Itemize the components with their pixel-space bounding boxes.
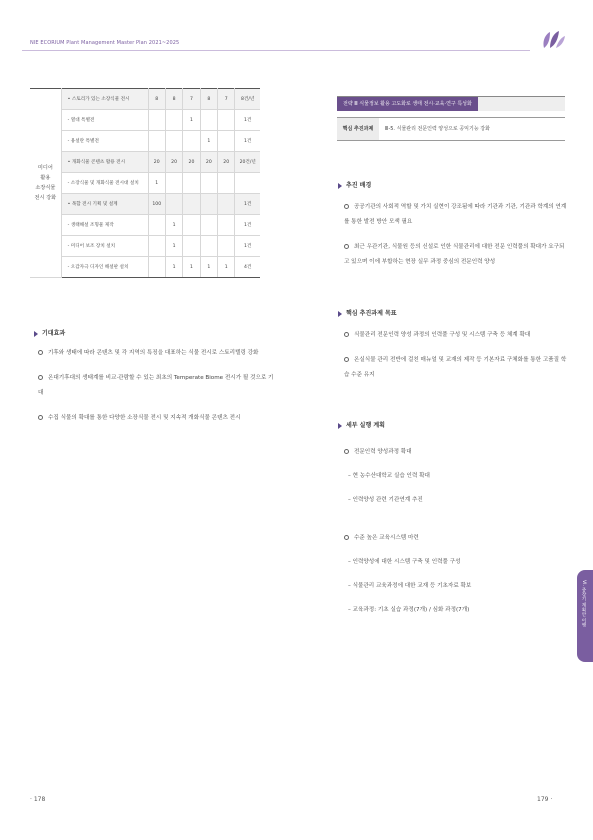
strategy-tag: 전략 Ⅲ 식물정보 활용 고도화로 생태 전시·교육·연구 특성화 [337, 97, 478, 111]
table-row [30, 194, 260, 215]
triangle-bullet-icon [338, 183, 342, 189]
page-number-left: · 178 [30, 796, 46, 803]
table-row [30, 110, 260, 131]
list-item: 온실식물 관리 전반에 걸친 매뉴얼 및 교재의 제작 등 기본자료 구체화를 통한 고품질 학습 수준 유지 [344, 357, 567, 378]
year-value-cell: 7 [183, 89, 200, 110]
year-value-cell [183, 194, 200, 215]
activity-cell: • 스토리가 있는 소장식물 전시 [61, 89, 148, 110]
list-item: 수집 식물의 확대를 통한 다양한 소장식물 전시 및 지속적 개화식물 콘텐츠 전시 [38, 411, 274, 426]
year-value-cell: 8 [165, 89, 182, 110]
activity-cell: - 열대 특별전 [61, 110, 148, 131]
year-value-cell [200, 110, 217, 131]
total-cell [235, 173, 260, 194]
year-value-cell: 1 [165, 215, 182, 236]
core-task-text: Ⅲ-5. 식물관리 전문인력 양성으로 공익기능 강화 [385, 126, 490, 132]
year-value-cell: 7 [218, 89, 235, 110]
year-value-cell [200, 236, 217, 257]
year-value-cell [200, 215, 217, 236]
list-item: – 인력양성에 대한 시스템 구축 및 인력풀 구성 [348, 559, 461, 565]
chapter-side-tab-label: VI. 중장기 계획안 이행 [581, 580, 586, 628]
category-line: 소장식물 [35, 185, 56, 191]
year-value-cell: 20 [218, 152, 235, 173]
category-line: 미디어 [37, 165, 53, 171]
year-value-cell [200, 194, 217, 215]
chapter-side-tab[interactable] [577, 570, 593, 662]
total-cell: 1건 [235, 110, 260, 131]
list-item: 공공기관의 사회적 역할 및 가치 실현이 강조됨에 따라 기관과 기관, 기관과 학계의 연계를 통한 발전 방안 모색 필요 [344, 204, 567, 225]
year-value-cell [148, 215, 165, 236]
year-value-cell [148, 236, 165, 257]
total-cell: 1건 [235, 236, 260, 257]
plan-group-title: 전문인력 양성과정 확대 [344, 440, 568, 464]
year-value-cell [218, 194, 235, 215]
year-value-cell [148, 131, 165, 152]
activity-cell: • 개화식물 콘텐츠 활용 전시 [61, 152, 148, 173]
year-value-cell [218, 110, 235, 131]
background-title: 추진 배경 [346, 182, 372, 189]
core-task-label: 핵심 추진과제 [337, 118, 379, 140]
activity-cell: - 소장식물 및 개화식물 전시대 설치 [61, 173, 148, 194]
triangle-bullet-icon [338, 311, 342, 317]
list-item: – 인력양성 관련 기관연계 추진 [348, 497, 423, 503]
year-value-cell [148, 110, 165, 131]
table-row [30, 215, 260, 236]
goal-title: 핵심 추진과제 목표 [346, 310, 397, 317]
list-item: 기후와 생태에 따라 콘텐츠 및 각 지역의 특징을 대표하는 식물 전시로 스토리텔링 강화 [38, 346, 274, 361]
year-value-cell: 1 [218, 257, 235, 278]
activity-cell: - 미디어 보조 장치 설치 [61, 236, 148, 257]
year-value-cell [218, 236, 235, 257]
total-cell: 1건 [235, 194, 260, 215]
list-item: 온대기후대의 생태계를 비교·관람할 수 있는 최초의 Temperate Biome 전시가 될 것으로 기대 [38, 375, 274, 396]
strategy-bar [337, 96, 565, 111]
plan-table [30, 88, 260, 278]
year-value-cell [183, 236, 200, 257]
triangle-bullet-icon [34, 331, 38, 337]
activity-cell: - 오감자극 디자인 해설판 설치 [61, 257, 148, 278]
year-value-cell [183, 215, 200, 236]
year-value-cell: 20 [165, 152, 182, 173]
background-heading [338, 180, 371, 189]
circle-bullet-icon [344, 357, 349, 362]
list-item: – 현 농수산대학교 실습 인력 확대 [348, 473, 430, 479]
year-value-cell [165, 194, 182, 215]
activity-cell: - 용설란 특별전 [61, 131, 148, 152]
table-row [30, 131, 260, 152]
activity-cell: • 목합 전시 기획 및 설계 [61, 194, 148, 215]
circle-bullet-icon [344, 204, 349, 209]
effects-heading [34, 328, 65, 337]
year-value-cell: 8 [148, 89, 165, 110]
year-value-cell [165, 173, 182, 194]
header-divider [22, 50, 530, 51]
year-value-cell: 20 [183, 152, 200, 173]
year-value-cell: 1 [183, 110, 200, 131]
circle-bullet-icon [38, 350, 43, 355]
total-cell: 1건 [235, 215, 260, 236]
plan-heading [338, 420, 385, 429]
circle-bullet-icon [344, 535, 349, 540]
list-item: 식물관리 전문인력 양성 과정의 인력풀 구성 및 시스템 구축 등 체계 확대 [344, 328, 568, 343]
year-value-cell [218, 173, 235, 194]
year-value-cell [183, 173, 200, 194]
year-value-cell: 100 [148, 194, 165, 215]
total-cell: 20건/년 [235, 152, 260, 173]
table-row [30, 173, 260, 194]
circle-bullet-icon [344, 449, 349, 454]
category-cell [30, 89, 61, 278]
activity-cell: - 생태해설 조형물 제작 [61, 215, 148, 236]
year-value-cell [183, 131, 200, 152]
category-line: 전시 강화 [34, 195, 57, 201]
goal-heading [338, 308, 397, 317]
table-row [30, 152, 260, 173]
year-value-cell: 1 [148, 173, 165, 194]
year-value-cell: 1 [200, 131, 217, 152]
leaf-logo-icon [540, 28, 566, 50]
year-value-cell [148, 257, 165, 278]
plan-title: 세부 실행 계획 [346, 422, 385, 429]
circle-bullet-icon [38, 415, 43, 420]
circle-bullet-icon [344, 244, 349, 249]
list-item: 최근 우관기관, 식물원 등의 신설로 인한 식물관리에 대한 전문 인력풀의 확대가 요구되고 있으며 이에 부합하는 현장 실무 과정 중심의 전문인력 양성 [344, 244, 565, 265]
year-value-cell: 1 [165, 236, 182, 257]
page-number-right: 179 · [537, 796, 553, 803]
year-value-cell: 8 [200, 89, 217, 110]
year-value-cell: 20 [200, 152, 217, 173]
plan-list [344, 440, 568, 622]
circle-bullet-icon [344, 332, 349, 337]
goal-list [344, 328, 568, 383]
plan-group-title: 수준 높은 교육시스템 마련 [344, 526, 568, 550]
total-cell: 8건/년 [235, 89, 260, 110]
category-line: 활용 [40, 175, 51, 181]
table-row [30, 236, 260, 257]
total-cell: 1건 [235, 131, 260, 152]
effects-title: 기대효과 [42, 330, 66, 337]
year-value-cell [200, 173, 217, 194]
year-value-cell [165, 110, 182, 131]
list-item: – 교육과정: 기초 실습 과정(7개) / 심화 과정(7개) [348, 607, 470, 613]
effects-list [38, 346, 274, 426]
year-value-cell: 1 [165, 257, 182, 278]
header-title: NIE ECORIUM Plant Management Master Plan 2021~2025 [30, 40, 180, 46]
table-row [30, 89, 260, 110]
triangle-bullet-icon [338, 423, 342, 429]
core-task-row [337, 117, 565, 141]
year-value-cell [218, 131, 235, 152]
background-list [344, 200, 568, 270]
list-item: – 식물관리 교육과정에 대한 교재 등 기초자료 확보 [348, 583, 472, 589]
year-value-cell [165, 131, 182, 152]
table-row [30, 257, 260, 278]
year-value-cell: 20 [148, 152, 165, 173]
total-cell: 4건 [235, 257, 260, 278]
circle-bullet-icon [38, 375, 43, 380]
year-value-cell: 1 [200, 257, 217, 278]
year-value-cell: 1 [183, 257, 200, 278]
year-value-cell [218, 215, 235, 236]
